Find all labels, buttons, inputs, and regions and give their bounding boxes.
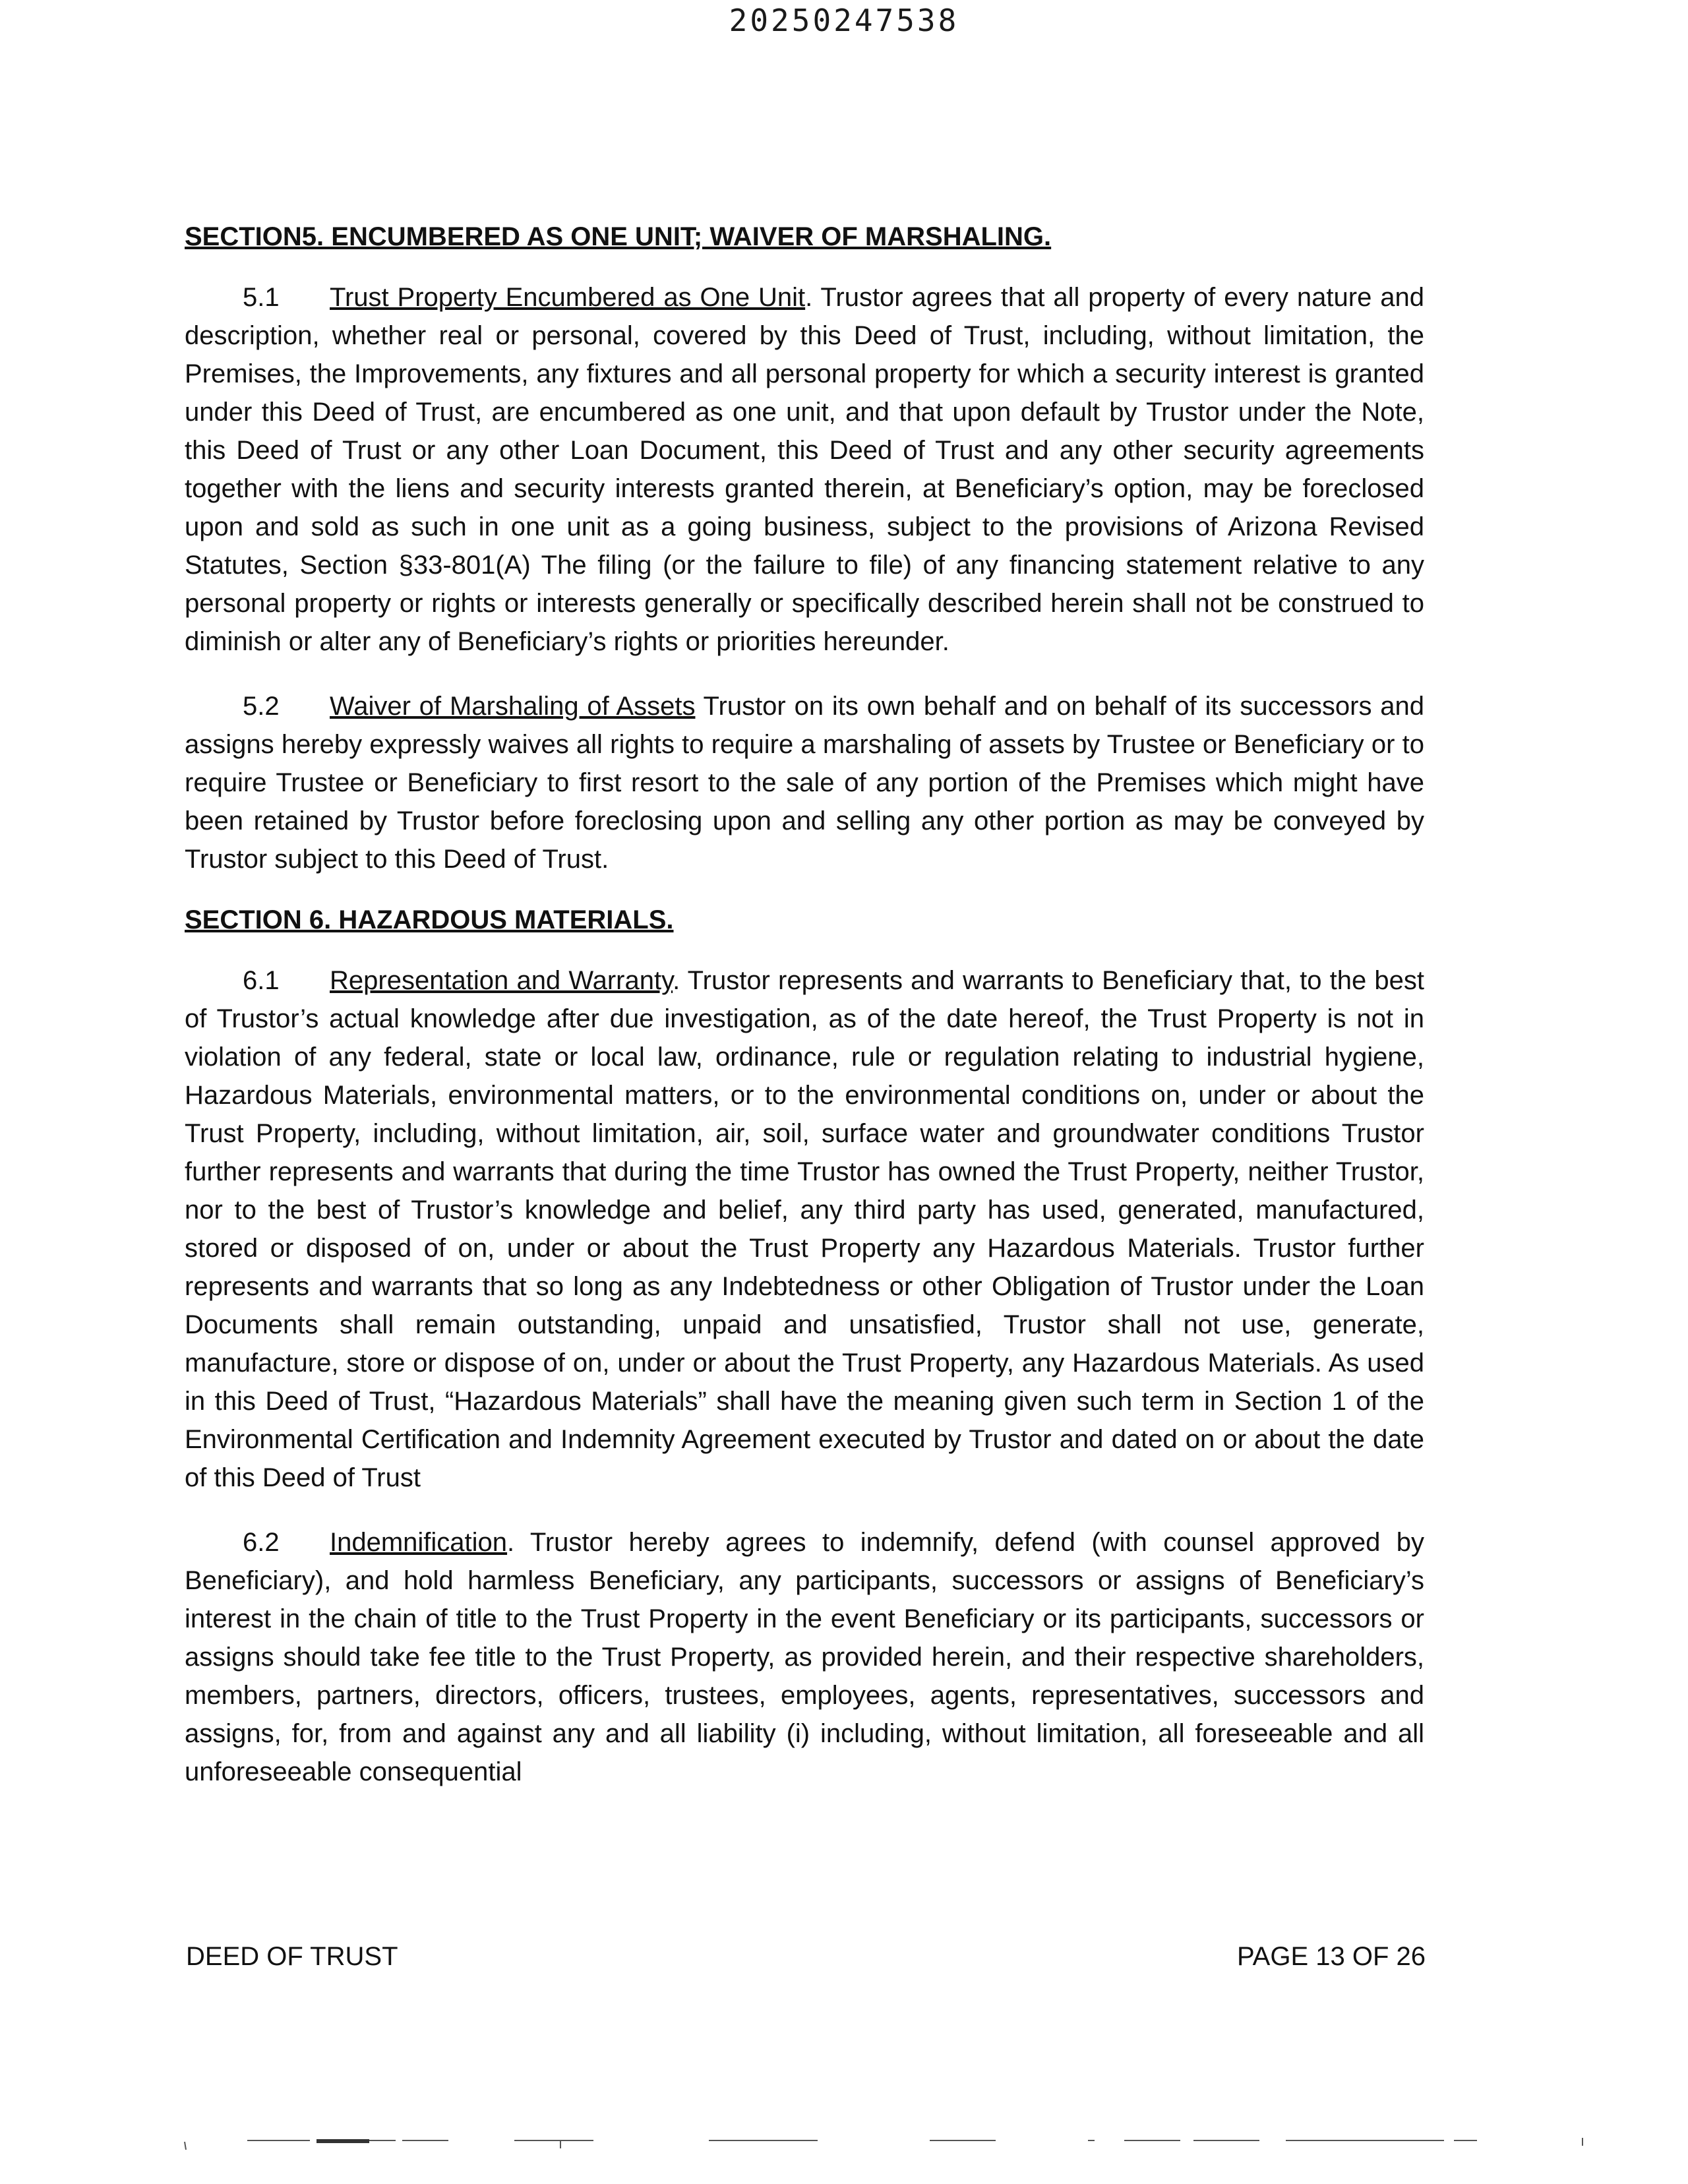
section-5-heading: SECTION5. ENCUMBERED AS ONE UNIT; WAIVER OF MARSHALING. <box>185 222 1052 251</box>
footer-page-number: PAGE 13 OF 26 <box>1236 1942 1426 1971</box>
page-body <box>185 218 1424 1791</box>
paragraph-text: . Trustor represents and warrants to Beneficiary that, to the best of Trustor’s actual knowledge after due investigation, as of the date hereof, the Trust Property is not in violation of any federal, state or local law, ordinance, rule or regulation relating to industrial hygiene, Hazardous Materials, environmental matters, or to the environmental conditions on, under or about the Trust Property, including, without limitation, air, soil, surface water and groundwater conditions Trustor further represents and warrants that during the time Trustor has owned the Trust Property, neither Trustor, nor to the best of Trustor’s knowledge and belief, any third party has used, generated, manufactured, stored or disposed of on, under or about the Trust Property any Hazardous Materials. Trustor further represents and warrants that so long as any Indebtedness or other Obligation of Trustor under the Loan Documents shall remain outstanding, unpaid and unsatisfied, Trustor shall not use, generate, manufacture, store or dispose of on, under or about the Trust Property, any Hazardous Materials. As used in this Deed of Trust, “Hazardous Materials” shall have the meaning given such term in Section 1 of the Environmental Certification and Indemnity Agreement executed by Trustor and dated on or about the date of this Deed of Trust <box>185 966 1425 1492</box>
paragraph-6-1 <box>185 961 1424 1497</box>
scan-artifact-marks <box>0 2137 1688 2163</box>
paragraph-5-1 <box>185 278 1424 661</box>
document-number: 20250247538 <box>729 3 959 38</box>
paragraph-text: . Trustor hereby agrees to indemnify, defend (with counsel approved by Beneficiary), and hold harmless Beneficiary, any participants, successors or assigns of Beneficiary’s interest in the chain of title to the Trust Property in the event Beneficiary or its participants, successors or assigns should take fee title to the Trust Property, as provided herein, and their respective shareholders, members, partners, directors, officers, trustees, employees, agents, representatives, successors and assigns, for, from and against any and all liability (i) including, without limitation, all foreseeable and all unforeseeable consequential <box>185 1528 1424 1786</box>
paragraph-number: 5.1 <box>243 283 280 312</box>
paragraph-title: Trust Property Encumbered as One Unit <box>330 283 806 312</box>
paragraph-text: Trustor on its own behalf and on behalf of its successors and assigns hereby expressly waives all rights to require a marshaling of assets by Trustee or Beneficiary or to require Trustee or Beneficiary to first resort to the sale of any portion of the Premises which might have been retained by Trustor before foreclosing upon and selling any other portion as may be conveyed by Trustor subject to this Deed of Trust. <box>185 692 1424 874</box>
paragraph-number: 5.2 <box>243 692 280 721</box>
footer-document-title: DEED OF TRUST <box>186 1942 398 1971</box>
paragraph-text: . Trustor agrees that all property of every nature and description, whether real or personal, covered by this Deed of Trust, including, without limitation, the Premises, the Improvements, any fixtures and all personal property for which a security interest is granted under this Deed of Trust, are encumbered as one unit, and that upon default by Trustor under the Note, this Deed of Trust or any other Loan Document, this Deed of Trust and any other security agreements together with the liens and security interests granted therein, at Beneficiary’s option, may be foreclosed upon and sold as such in one unit as a going business, subject to the provisions of Arizona Revised Statutes, Section §33-801(A) The filing (or the failure to file) of any financing statement relative to any personal property or rights or interests generally or specifically described herein shall not be construed to diminish or alter any of Beneficiary’s rights or priorities hereunder. <box>185 283 1424 656</box>
paragraph-5-2 <box>185 687 1424 878</box>
section-6-heading: SECTION 6. HAZARDOUS MATERIALS. <box>185 905 674 934</box>
paragraph-number: 6.1 <box>243 966 280 995</box>
paragraph-title: Indemnification <box>330 1528 508 1557</box>
paragraph-6-2 <box>185 1523 1424 1791</box>
paragraph-title: Representation and Warranty <box>330 966 673 995</box>
paragraph-title: Waiver of Marshaling of Assets <box>330 692 696 721</box>
paragraph-number: 6.2 <box>243 1528 280 1557</box>
